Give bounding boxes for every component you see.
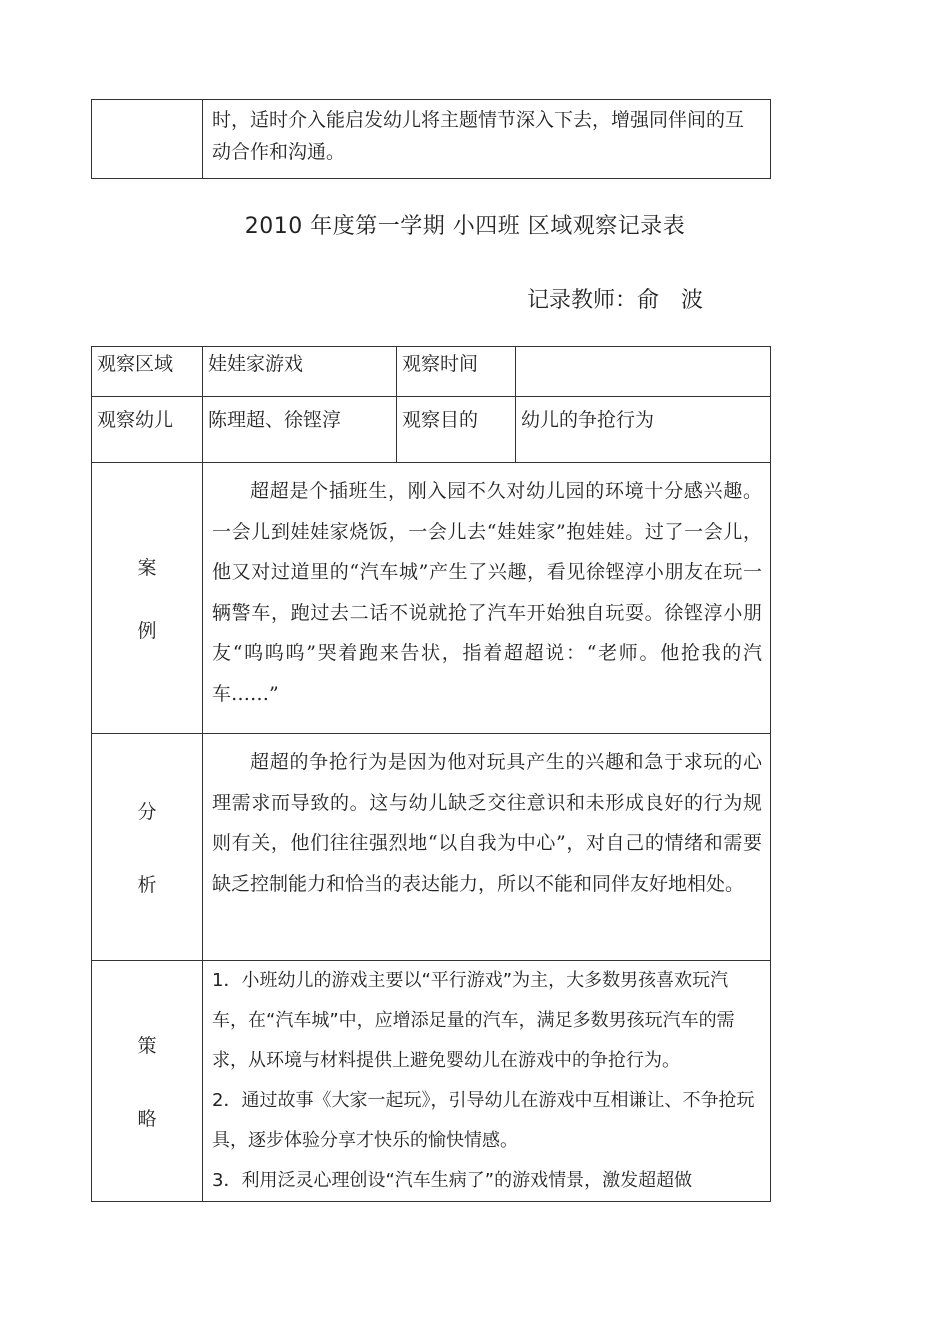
strategy-item: 2．通过故事《大家一起玩》，引导幼儿在游戏中互相谦让、不争抢玩具，逐步体验分享才快乐的愉快情感。 [212,1090,755,1151]
time-value [516,347,771,397]
teacher-name: 记录教师：俞 波 [527,288,704,313]
case-label [92,463,203,734]
analysis-label-1: 分 [137,801,157,823]
time-label: 观察时间 [397,347,516,397]
analysis-text: 超超的争抢行为是因为他对玩具产生的兴趣和急于求玩的心理需求而导致的。这与幼儿缺乏交往意识和未形成良好的行为规则有关，他们往往强烈地“以自我为中心”，对自己的情绪和需要缺乏控制能力和恰当的表达能力，所以不能和同伴友好地相处。 [203,734,771,961]
case-text: 超超是个插班生，刚入园不久对幼儿园的环境十分感兴趣。一会儿到娃娃家烧饭，一会儿去“娃娃家”抱娃娃。过了一会儿，他又对过道里的“汽车城”产生了兴趣，看见徐铿淳小朋友在玩一辆警车，跑过去二话不说就抢了汽车开始独自玩耍。徐铿淳小朋友“呜呜呜”哭着跑来告状，指着超超说：“老师。他抢我的汽车……” [203,463,771,734]
goal-value: 幼儿的争抢行为 [516,397,771,463]
strategy-list [203,961,771,1202]
area-value: 娃娃家游戏 [203,347,397,397]
analysis-label-2: 析 [137,874,157,896]
strategy-label-1: 策 [137,1035,157,1057]
observation-table [91,346,771,1202]
area-label: 观察区域 [92,347,203,397]
strategy-item: 3．利用泛灵心理创设“汽车生病了”的游戏情景，激发超超做 [212,1170,693,1191]
case-label-2: 例 [137,620,157,642]
page-title: 2010 年度第一学期 小四班 区域观察记录表 [244,214,686,239]
strategy-label-2: 略 [137,1108,157,1130]
analysis-label [92,734,203,961]
strategy-item: 1．小班幼儿的游戏主要以“平行游戏”为主，大多数男孩喜欢玩汽车，在“汽车城”中，应增添足量的汽车，满足多数男孩玩汽车的需求，从环境与材料提供上避免婴幼儿在游戏中的争抢行为。 [212,970,735,1071]
goal-label: 观察目的 [397,397,516,463]
continued-text: 时，适时介入能启发幼儿将主题情节深入下去，增强同伴间的互动合作和沟通。 [203,100,771,179]
continued-label-cell [92,100,203,179]
child-value: 陈理超、徐铿淳 [203,397,397,463]
case-label-1: 案 [137,557,157,579]
child-label: 观察幼儿 [92,397,203,463]
strategy-label [92,961,203,1202]
continued-table [91,99,771,179]
